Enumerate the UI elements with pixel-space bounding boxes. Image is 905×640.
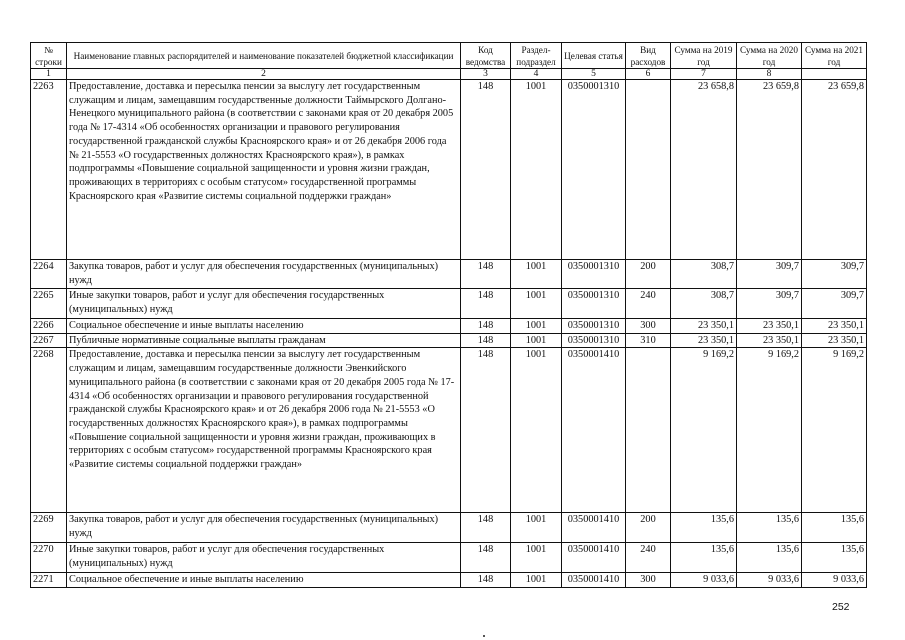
row-name: Предоставление, доставка и пересылка пенсии за выслугу лет государственным служащим и лицам, замещавшим государственные должности Эвенкийского муниципального района (в соответствии с законами края от 20 декабря 2005 года № 17-4314 «Об особенностях организации и правового регулирования государственной гражданской службы Красноярского края» и от 26 декабря 2006 года № 21-5553 «О государственных должностях Красноярского края»), в рамках подпрограммы «Повышение социальной защищенности и уровня жизни граждан, проживающих в территориях с особым статусом» государственной программы Красноярского края «Развитие системы социальной поддержки граждан» xyxy=(67,348,461,513)
row-name: Публичные нормативные социальные выплаты гражданам xyxy=(67,333,461,348)
budget-table xyxy=(30,42,867,588)
scan-artifact xyxy=(483,635,485,637)
sum-2021: 9 169,2 xyxy=(802,348,867,513)
header-row-number: № строки xyxy=(31,43,67,69)
dept-code: 148 xyxy=(461,260,511,289)
dept-code: 148 xyxy=(461,573,511,588)
expense-type: 300 xyxy=(626,319,671,334)
row-number: 2265 xyxy=(31,289,67,319)
row-name: Иные закупки товаров, работ и услуг для обеспечения государственных (муниципальных) нужд xyxy=(67,543,461,573)
column-number: 3 xyxy=(461,69,511,80)
sum-2019: 23 658,8 xyxy=(671,80,737,260)
sum-2020: 135,6 xyxy=(737,543,802,573)
header-sum-2020: Сумма на 2020 год xyxy=(737,43,802,69)
table-row xyxy=(31,289,867,319)
sum-2021: 23 350,1 xyxy=(802,319,867,334)
sum-2019: 308,7 xyxy=(671,289,737,319)
expense-type: 240 xyxy=(626,289,671,319)
row-name: Иные закупки товаров, работ и услуг для обеспечения государственных (муниципальных) нужд xyxy=(67,289,461,319)
section-code: 1001 xyxy=(511,319,562,334)
row-name: Закупка товаров, работ и услуг для обеспечения государственных (муниципальных) нужд xyxy=(67,260,461,289)
sum-2019: 23 350,1 xyxy=(671,333,737,348)
sum-2020: 309,7 xyxy=(737,260,802,289)
header-expense-type: Вид расходов xyxy=(626,43,671,69)
header-dept-code: Код ведомства xyxy=(461,43,511,69)
target-article: 0350001410 xyxy=(562,573,626,588)
header-section: Раздел-подраздел xyxy=(511,43,562,69)
dept-code: 148 xyxy=(461,289,511,319)
row-name: Социальное обеспечение и иные выплаты населению xyxy=(67,319,461,334)
row-number: 2267 xyxy=(31,333,67,348)
sum-2020: 23 659,8 xyxy=(737,80,802,260)
section-code: 1001 xyxy=(511,80,562,260)
column-number: 5 xyxy=(562,69,626,80)
sum-2020: 309,7 xyxy=(737,289,802,319)
target-article: 0350001310 xyxy=(562,260,626,289)
expense-type: 300 xyxy=(626,573,671,588)
expense-type: 200 xyxy=(626,260,671,289)
row-name: Закупка товаров, работ и услуг для обеспечения государственных (муниципальных) нужд xyxy=(67,513,461,543)
row-number: 2263 xyxy=(31,80,67,260)
row-name: Социальное обеспечение и иные выплаты населению xyxy=(67,573,461,588)
header-name: Наименование главных распорядителей и наименование показателей бюджетной классификации xyxy=(67,43,461,69)
sum-2021: 309,7 xyxy=(802,289,867,319)
sum-2021: 9 033,6 xyxy=(802,573,867,588)
column-number: 4 xyxy=(511,69,562,80)
dept-code: 148 xyxy=(461,348,511,513)
sum-2020: 23 350,1 xyxy=(737,319,802,334)
page-number: 252 xyxy=(832,601,850,613)
section-code: 1001 xyxy=(511,543,562,573)
table-row xyxy=(31,80,867,260)
dept-code: 148 xyxy=(461,513,511,543)
row-number: 2269 xyxy=(31,513,67,543)
section-code: 1001 xyxy=(511,289,562,319)
sum-2020: 23 350,1 xyxy=(737,333,802,348)
section-code: 1001 xyxy=(511,260,562,289)
target-article: 0350001410 xyxy=(562,348,626,513)
column-number: 8 xyxy=(737,69,802,80)
table-row xyxy=(31,348,867,513)
sum-2019: 9 169,2 xyxy=(671,348,737,513)
expense-type: 200 xyxy=(626,513,671,543)
column-number xyxy=(802,69,867,80)
header-row xyxy=(31,43,867,69)
column-number: 1 xyxy=(31,69,67,80)
column-number: 6 xyxy=(626,69,671,80)
row-number: 2268 xyxy=(31,348,67,513)
sum-2020: 135,6 xyxy=(737,513,802,543)
table-row xyxy=(31,543,867,573)
header-sum-2021: Сумма на 2021 год xyxy=(802,43,867,69)
row-name: Предоставление, доставка и пересылка пенсии за выслугу лет государственным служащим и лицам, замещавшим государственные должности Таймырского Долгано-Ненецкого муниципального района (в соответствии с законами края от 20 декабря 2005 года № 17-4314 «Об особенностях организации и правового регулирования государственной гражданской службы Красноярского края» и от 26 декабря 2006 года № 21-5553 «О государственных должностях Красноярского края»), в рамках подпрограммы «Повышение социальной защищенности и уровня жизни граждан, проживающих в территориях с особым статусом» государственной программы Красноярского края «Развитие системы социальной поддержки граждан» xyxy=(67,80,461,260)
table-row xyxy=(31,260,867,289)
target-article: 0350001410 xyxy=(562,543,626,573)
column-number: 7 xyxy=(671,69,737,80)
sum-2019: 308,7 xyxy=(671,260,737,289)
table-row xyxy=(31,573,867,588)
sum-2021: 135,6 xyxy=(802,543,867,573)
sum-2021: 23 659,8 xyxy=(802,80,867,260)
sum-2019: 135,6 xyxy=(671,513,737,543)
column-number-row xyxy=(31,69,867,80)
dept-code: 148 xyxy=(461,543,511,573)
table-row xyxy=(31,333,867,348)
expense-type xyxy=(626,348,671,513)
target-article: 0350001310 xyxy=(562,289,626,319)
sum-2020: 9 033,6 xyxy=(737,573,802,588)
target-article: 0350001310 xyxy=(562,80,626,260)
header-target-article: Целевая статья xyxy=(562,43,626,69)
sum-2021: 23 350,1 xyxy=(802,333,867,348)
section-code: 1001 xyxy=(511,333,562,348)
sum-2020: 9 169,2 xyxy=(737,348,802,513)
sum-2021: 135,6 xyxy=(802,513,867,543)
column-number: 2 xyxy=(67,69,461,80)
table-row xyxy=(31,319,867,334)
target-article: 0350001310 xyxy=(562,333,626,348)
sum-2019: 135,6 xyxy=(671,543,737,573)
row-number: 2271 xyxy=(31,573,67,588)
sum-2021: 309,7 xyxy=(802,260,867,289)
expense-type xyxy=(626,80,671,260)
row-number: 2266 xyxy=(31,319,67,334)
section-code: 1001 xyxy=(511,348,562,513)
expense-type: 310 xyxy=(626,333,671,348)
expense-type: 240 xyxy=(626,543,671,573)
row-number: 2270 xyxy=(31,543,67,573)
sum-2019: 9 033,6 xyxy=(671,573,737,588)
dept-code: 148 xyxy=(461,80,511,260)
table-row xyxy=(31,513,867,543)
dept-code: 148 xyxy=(461,319,511,334)
sum-2019: 23 350,1 xyxy=(671,319,737,334)
header-sum-2019: Сумма на 2019 год xyxy=(671,43,737,69)
target-article: 0350001410 xyxy=(562,513,626,543)
target-article: 0350001310 xyxy=(562,319,626,334)
section-code: 1001 xyxy=(511,513,562,543)
row-number: 2264 xyxy=(31,260,67,289)
dept-code: 148 xyxy=(461,333,511,348)
section-code: 1001 xyxy=(511,573,562,588)
